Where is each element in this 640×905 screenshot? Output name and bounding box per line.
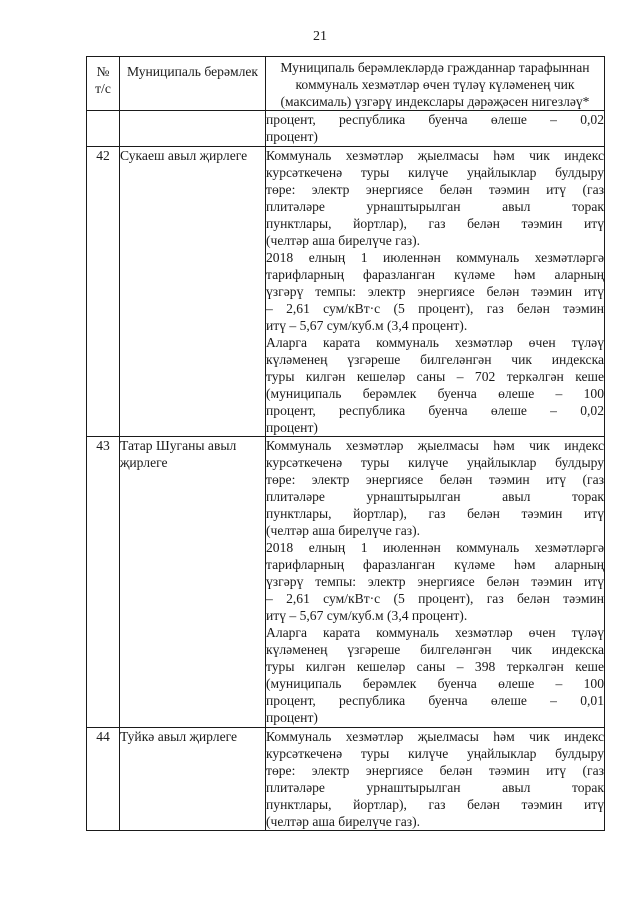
text-line: Коммуналь хезмәтләр җыелмасы һәм чик индекс	[266, 148, 604, 163]
continuation-municipality-cell	[120, 111, 266, 147]
table-row-43	[87, 437, 605, 728]
text-line: (челтәр аша бирелүче газ).	[266, 523, 421, 538]
text-line: Коммуналь хезмәтләр җыелмасы һәм чик индекс	[266, 438, 604, 453]
text-line: пунктлары, йортлар), газ белән тәэмин итү	[266, 506, 604, 521]
header-index-cell	[266, 57, 605, 111]
text-line: курсәткеченә туры килүче уңайлыклар булдыру	[266, 455, 604, 470]
text-line: туры килгән кешеләр саны – 398 теркәлгән кеше	[266, 659, 604, 674]
continuation-desc-cell	[266, 111, 605, 147]
tariffs-paragraph	[266, 249, 604, 334]
municipality-name: Туйкә авыл җирлеге	[120, 728, 266, 831]
continuation-row	[87, 111, 605, 147]
page-number: 21	[313, 29, 327, 44]
text-line: плитәләре урнаштырылган авыл торак	[266, 780, 604, 795]
text-line: Коммуналь хезмәтләр җыелмасы һәм чик индекс	[266, 729, 604, 744]
people-count-paragraph	[266, 334, 604, 436]
description-cell	[266, 728, 605, 831]
text-line: пунктлары, йортлар), газ белән тәэмин итү	[266, 216, 604, 231]
text-line: итү – 5,67 сум/куб.м (3,4 процент).	[266, 318, 468, 333]
description-cell	[266, 437, 605, 728]
text-line: туры килгән кешеләр саны – 702 теркәлгән кеше	[266, 369, 604, 384]
header-municipality-cell	[120, 57, 266, 111]
text-line: Аларга карата коммуналь хезмәтләр өчен түләү	[266, 625, 604, 640]
row-number: 44	[87, 728, 120, 831]
text-line: үзгәрү темпы: электр энергиясе белән тәэмин итү	[266, 574, 604, 589]
text-line: үзгәрү темпы: электр энергиясе белән тәэмин итү	[266, 284, 604, 299]
text-line: процент, республика буенча өлеше – 0,01	[266, 693, 604, 708]
text-line: курсәткеченә туры килүче уңайлыклар булдыру	[266, 165, 604, 180]
row-number: 43	[87, 437, 120, 728]
text-line: (челтәр аша бирелүче газ).	[266, 233, 421, 248]
table-header-row	[87, 57, 605, 111]
municipality-name: Татар Шуганы авыл җирлеге	[120, 437, 266, 728]
text-line: 2018 елның 1 июленнән коммуналь хезмәтләргә	[266, 250, 604, 265]
text-line: (челтәр аша бирелүче газ).	[266, 814, 421, 829]
amenities-paragraph	[266, 437, 604, 539]
text-line: процент)	[266, 710, 318, 725]
text-line: Аларга карата коммуналь хезмәтләр өчен түләү	[266, 335, 604, 350]
text-line: процент)	[266, 129, 318, 144]
table-row-44	[87, 728, 605, 831]
text-line: плитәләре урнаштырылган авыл торак	[266, 199, 604, 214]
text-line: төре: электр энергиясе белән тәэмин итү (газ	[266, 763, 604, 778]
text-line: тарифларның фаразланган күләме һәм аларның	[266, 557, 604, 572]
text-line: – 2,61 сум/кВт·с (5 процент), газ белән тәэмин	[266, 301, 604, 316]
header-num-label: № т/с	[95, 64, 111, 96]
index-table	[86, 56, 605, 831]
text-line: 2018 елның 1 июленнән коммуналь хезмәтләргә	[266, 540, 604, 555]
text-line: (муниципаль берәмлек буенча өлеше – 100	[266, 676, 604, 691]
text-line: – 2,61 сум/кВт·с (5 процент), газ белән тәэмин	[266, 591, 604, 606]
continuation-num-cell	[87, 111, 120, 147]
continuation-paragraph	[266, 111, 604, 145]
table-row-42	[87, 147, 605, 437]
header-index-label: Муниципаль берәмлекләрдә гражданнар тарафыннан коммуналь хезмәтләр өчен түләү күләменең чик (максималь) үзгәрү индекслары дәрәҗәсен нигезләү*	[280, 60, 590, 109]
text-line: курсәткеченә туры килүче уңайлыклар булдыру	[266, 746, 604, 761]
description-cell	[266, 147, 605, 437]
people-count-paragraph	[266, 624, 604, 726]
text-line: плитәләре урнаштырылган авыл торак	[266, 489, 604, 504]
text-line: пунктлары, йортлар), газ белән тәэмин итү	[266, 797, 604, 812]
header-municipality-label: Муниципаль берәмлек	[126, 64, 259, 79]
municipality-name: Сукаеш авыл җирлеге	[120, 147, 266, 437]
text-line: тарифларның фаразланган күләме һәм аларның	[266, 267, 604, 282]
text-line: процент, республика буенча өлеше – 0,02	[266, 403, 604, 418]
tariffs-paragraph	[266, 539, 604, 624]
text-line: процент, республика буенча өлеше – 0,02	[266, 112, 604, 127]
text-line: (муниципаль берәмлек буенча өлеше – 100	[266, 386, 604, 401]
text-line: төре: электр энергиясе белән тәэмин итү (газ	[266, 182, 604, 197]
header-num-cell	[87, 57, 120, 111]
text-line: күләменең үзгәреше билгеләнгән чик индекска	[266, 642, 604, 657]
row-number: 42	[87, 147, 120, 437]
text-line: итү – 5,67 сум/куб.м (3,4 процент).	[266, 608, 468, 623]
text-line: процент)	[266, 420, 318, 435]
text-line: күләменең үзгәреше билгеләнгән чик индекска	[266, 352, 604, 367]
amenities-paragraph	[266, 147, 604, 249]
amenities-paragraph	[266, 728, 604, 830]
text-line: төре: электр энергиясе белән тәэмин итү (газ	[266, 472, 604, 487]
